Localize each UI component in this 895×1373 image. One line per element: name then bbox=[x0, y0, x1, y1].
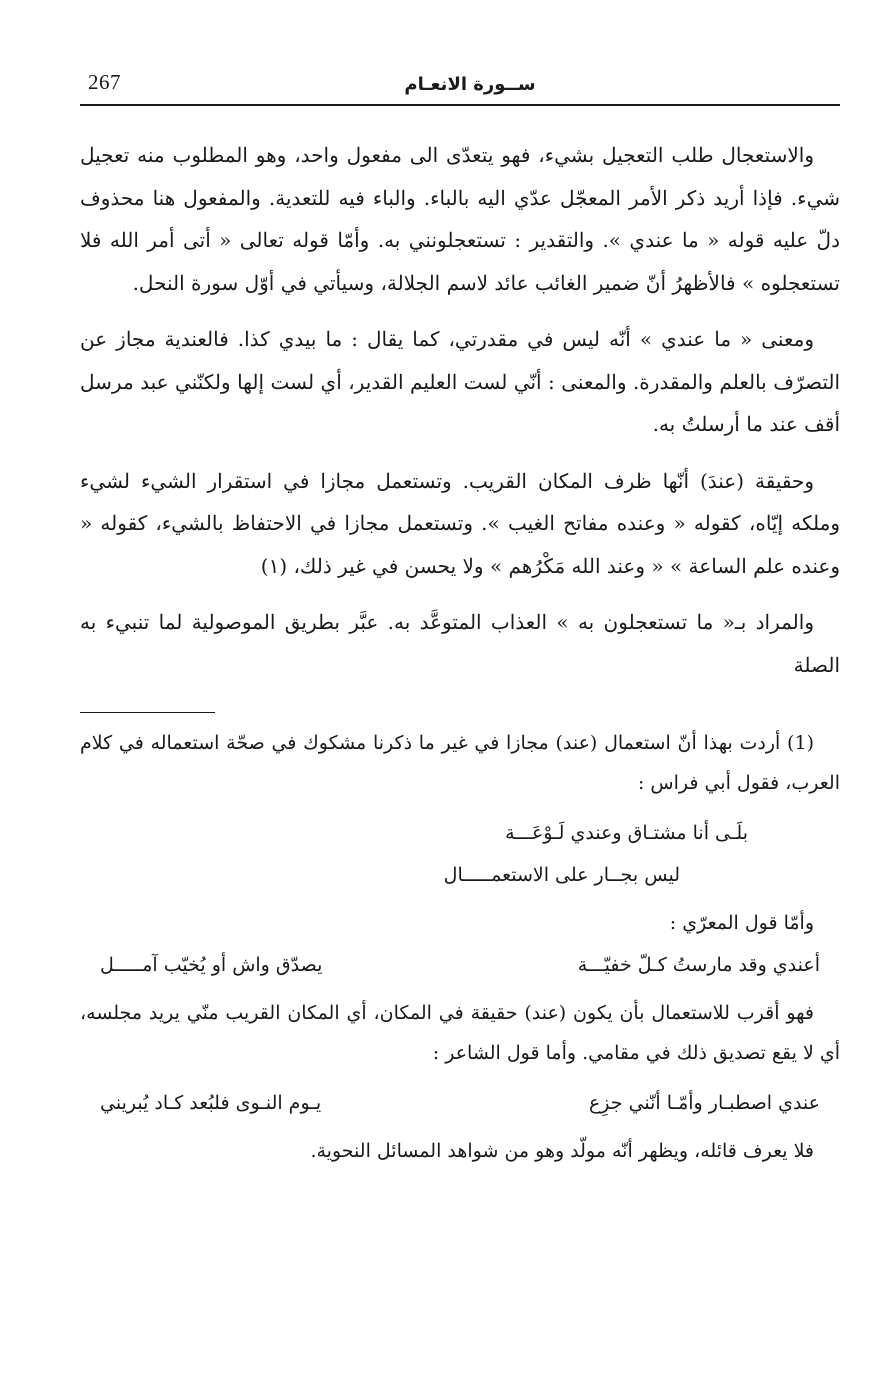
verse-line: ليس بجــار على الاستعمـــــال bbox=[443, 864, 680, 886]
paragraph: وحقيقة (عندَ) أنّها ظرف المكان القريب. وتستعمل مجازا في استقرار الشيء لشيء وملكه إيّاه، كقوله « وعنده مفاتح الغيب ». وتستعمل مجازا في الاحتفاظ بالشيء، كقوله « وعنده علم الساعة » « وعند الله مَكْرُهم » ولا يحسن في غير ذلك، (١) bbox=[80, 468, 840, 578]
paragraph: والاستعجال طلب التعجيل بشيء، فهو يتعدّى الى مفعول واحد، وهو المطلوب منه تعجيل شيء. فإذا أريد ذكر الأمر المعجّل عدّي اليه بالباء. والباء فيه للتعدية. والمفعول هنا محذوف دلّ عليه قوله « ما عندي ». والتقدير : تستعجلونني به. وأمّا قوله تعالى « أتى أمر الله فلا تستعجلوه » فالأظهرُ أنّ ضمير الغائب عائد لاسم الجلالة، وسيأتي في أوّل سورة النحل. bbox=[80, 143, 840, 295]
verse-couplet bbox=[80, 1083, 840, 1123]
footnote-text: فهو أقرب للاستعمال بأن يكون (عند) حقيقة في المكان، أي المكان القريب منّي يريد مجلسه، أي لا يقع تصديق ذلك في مقامي. وأما قول الشاعر : bbox=[80, 1002, 840, 1064]
footnote-text: فلا يعرف قائله، ويظهر أنّه مولّد وهو من شواهد المسائل النحوية. bbox=[310, 1140, 814, 1162]
footnotes bbox=[80, 723, 840, 1171]
footnote-separator bbox=[80, 712, 215, 713]
verse-couplet bbox=[80, 945, 840, 985]
verse-hemistich: أعندي وقد مارستُ كـلّ خفيّـــة bbox=[577, 954, 820, 976]
verse-line: بلَـى أنا مشتـاق وعندي لَـوْعَـــة bbox=[505, 822, 748, 844]
footnote-text: (1) أردت بهذا أنّ استعمال (عند) مجازا في غير ما ذكرنا مشكوك في صحّة استعماله في كلام العرب، فقول أبي فراس : bbox=[80, 732, 840, 794]
verse-hemistich: يـوم النـوى فلبُعد كـاد يُبريني bbox=[100, 1092, 322, 1114]
page bbox=[80, 62, 840, 1342]
page-header bbox=[80, 62, 840, 106]
paragraph: ومعنى « ما عندي » أنّه ليس في مقدرتي، كما يقال : ما بيدي كذا. فالعندية مجاز عن التصرّف بالعلم والمقدرة. والمعنى : أنّي لست العليم القدير، أي لست إلها ولكنّني عبد مرسل أقف عند ما أرسلتُ به. bbox=[80, 327, 840, 436]
verse-hemistich: عندي اصطبـار وأمّـا أنّني جزِع bbox=[588, 1092, 820, 1114]
verse-hemistich: يصدّق واش أو يُخيّب آمـــــل bbox=[100, 954, 323, 976]
main-text bbox=[80, 134, 840, 686]
running-title: ســورة الانعـام bbox=[404, 74, 536, 95]
page-number: 267 bbox=[88, 70, 121, 94]
footnote-text: وأمّا قول المعرّي : bbox=[669, 912, 814, 934]
paragraph: والمراد بـ« ما تستعجلون به » العذاب المتوعَّد به. عبَّر بطريق الموصولية لما تنبيء به الصلة bbox=[80, 610, 840, 677]
